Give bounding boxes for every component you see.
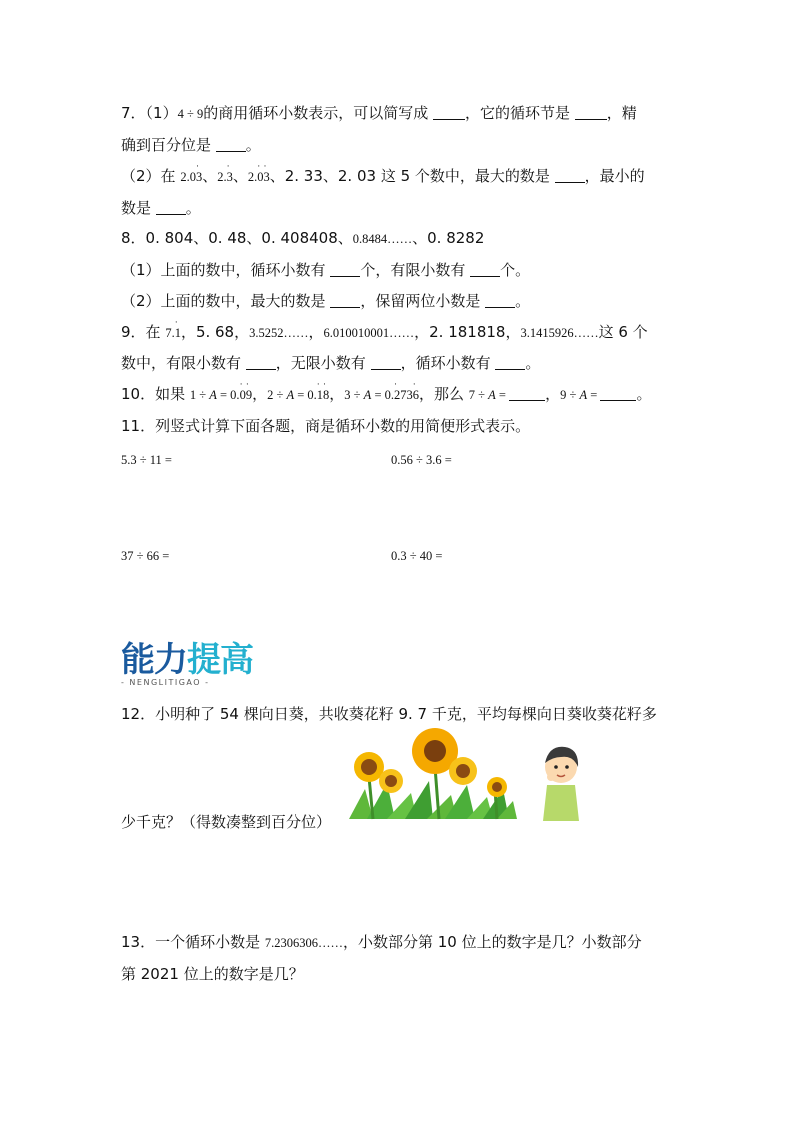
q8-blank-finite-count[interactable]	[470, 262, 500, 277]
q11-calc-4: 0.3 ÷ 40 =	[391, 549, 443, 563]
q8-sub-1: （1）上面的数中，循环小数有 个，有限小数有 个。	[121, 261, 531, 279]
q10-blank-9[interactable]	[600, 386, 636, 401]
sunflower-icon-4	[449, 757, 477, 785]
q11-calc-3: 37 ÷ 66 =	[121, 549, 170, 563]
q7-number-2: 2. · 3	[217, 161, 233, 184]
q9-number-1: 7. · 1	[165, 317, 181, 340]
sunflower-icon-5	[487, 777, 507, 797]
q9-blank-infinite[interactable]	[371, 355, 401, 370]
banner-subtitle: - NENGLITIGAO -	[121, 678, 210, 687]
q8-sub-2: （2）上面的数中，最大的数是 ，保留两位小数是 。	[121, 292, 531, 310]
banner-title: 能力提高	[121, 640, 253, 680]
q7-line-3: （2）在 2.0 · 3、2. · 3、2. · 0 · 3、2. 33、2. 03 这 5 个数中，最大的数是 ，最小的	[121, 161, 645, 185]
q7-blank-short-form[interactable]	[433, 105, 465, 120]
sunflower-illustration	[347, 727, 587, 823]
q7-expression: 4 ÷ 9	[177, 107, 204, 121]
q10-expr-2: 2 ÷ A = 0. · 1 · 8	[267, 379, 330, 402]
q11-title: 11．列竖式计算下面各题，商是循环小数的用简便形式表示。	[121, 417, 531, 435]
q8-blank-rounded[interactable]	[485, 293, 515, 308]
q7-line-4: 数是 。	[121, 199, 201, 217]
q10-expr-1: 1 ÷ A = 0. · 0 · 9	[189, 379, 253, 402]
q7-blank-cycle[interactable]	[575, 105, 607, 120]
q8-line-1: 8．0. 804、0. 48、0. 408408、0.8484……、0. 8282	[121, 229, 485, 247]
q11-calc-2: 0.56 ÷ 3.6 =	[391, 453, 452, 467]
q7-line-2: 确到百分位是 。	[121, 136, 261, 154]
q7-blank-max[interactable]	[555, 168, 585, 183]
q13-line-1: 13．一个循环小数是 7.2306306……，小数部分第 10 位上的数字是几？小数部分	[121, 933, 642, 951]
q13-line-2: 第 2021 位上的数字是几？	[121, 965, 304, 983]
q10-blank-7[interactable]	[509, 386, 545, 401]
q10-expr-3: 3 ÷ A = 0. · 273 · 6	[344, 379, 419, 402]
q10-line: 10．如果 1 ÷ A = 0. · 0 · 9，2 ÷ A = 0. · 1 · 8，3 ÷ A = 0. · 273 · 6，那么 7 ÷ A = ，9 ÷ A = 。	[121, 379, 652, 403]
q9-line-2: 数中，有限小数有 ，无限小数有 ，循环小数有 。	[121, 354, 541, 372]
q8-blank-repeating-count[interactable]	[330, 262, 360, 277]
q7-blank-min[interactable]	[156, 200, 186, 215]
q7-number-1: 2.0 · 3	[180, 161, 203, 184]
section-banner	[121, 640, 271, 696]
q7-number-3: 2. · 0 · 3	[247, 161, 270, 184]
q10-expr-4: 7 ÷ A =	[468, 388, 510, 402]
q10-expr-5: 9 ÷ A =	[560, 388, 601, 402]
boy-icon	[543, 747, 579, 821]
sunflower-icon-1	[354, 752, 384, 782]
q7-blank-hundredth[interactable]	[216, 137, 246, 152]
sunflower-icon-2	[379, 769, 403, 793]
q12-line-1: 12．小明种了 54 棵向日葵，共收葵花籽 9. 7 千克，平均每棵向日葵收葵花籽多	[121, 705, 657, 723]
q9-blank-repeating[interactable]	[495, 355, 525, 370]
q7-line-1: 7．（1）4 ÷ 9的商用循环小数表示，可以简写成 ，它的循环节是 ，精	[121, 104, 637, 122]
q11-calc-1: 5.3 ÷ 11 =	[121, 453, 172, 467]
q12-line-2: 少千克？（得数凑整到百分位）	[121, 813, 332, 831]
q8-blank-max[interactable]	[330, 293, 360, 308]
q9-blank-finite[interactable]	[246, 355, 276, 370]
q9-line-1: 9．在 7. · 1，5. 68，3.5252……，6.010010001……，2. 181818，3.1415926……这 6 个	[121, 317, 648, 341]
